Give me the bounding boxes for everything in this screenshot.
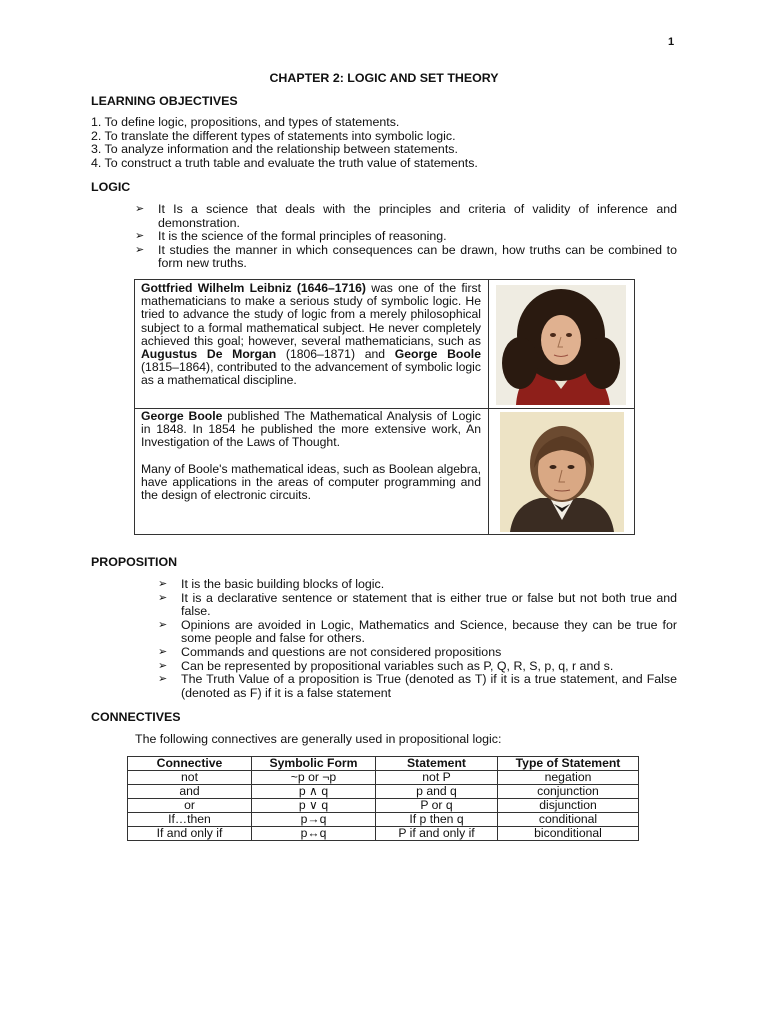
table-header-row: [128, 757, 639, 771]
list-item: ➢ Opinions are avoided in Logic, Mathematics and Science, because they can be true for some people and false for others.: [158, 617, 677, 646]
table-cell: conjunction: [498, 785, 639, 799]
table-cell: conditional: [498, 813, 639, 827]
table-cell: P or q: [376, 799, 498, 813]
list-item: ➢ Can be represented by propositional variables such as P, Q, R, S, p, q, r and s.: [158, 658, 614, 673]
list-item: ➢ It is the science of the formal principles of reasoning.: [135, 229, 447, 244]
page-number: 1: [668, 36, 675, 48]
proposition-heading: PROPOSITION: [91, 555, 178, 569]
table-row: [128, 785, 639, 799]
proposition-bullet-list: [158, 578, 677, 700]
objective-item: 2. To translate the different types of statements into symbolic logic.: [91, 128, 456, 143]
arrow-bullet-icon: ➢: [158, 673, 168, 686]
arrow-bullet-icon: ➢: [135, 243, 145, 256]
table-cell: or: [128, 799, 252, 813]
table-cell: negation: [498, 771, 639, 785]
table-row: [128, 799, 639, 813]
column-header: Symbolic Form: [252, 757, 376, 771]
arrow-bullet-icon: ➢: [158, 578, 168, 590]
arrow-bullet-icon: ➢: [158, 591, 168, 604]
chapter-title: CHAPTER 2: LOGIC AND SET THEORY: [269, 71, 499, 85]
arrow-bullet-icon: ➢: [158, 618, 168, 631]
boole-name-inline: George Boole: [394, 347, 481, 362]
table-row: [128, 813, 639, 827]
leibniz-row: [135, 280, 634, 409]
table-cell: p and q: [376, 785, 498, 799]
table-cell: not P: [376, 771, 498, 785]
logic-bullet-list: [135, 203, 677, 271]
objective-item: 4. To construct a truth table and evaluate the truth value of statements.: [91, 155, 478, 170]
connectives-table: [127, 756, 639, 841]
boole-portrait-image: [500, 412, 624, 532]
table-cell: If p then q: [376, 813, 498, 827]
table-cell: ~p or ¬p: [252, 771, 376, 785]
list-item: ➢ It Is a science that deals with the principles and criteria of validity of inference and demonstration.: [135, 202, 677, 230]
leibniz-portrait-image: [496, 285, 626, 405]
biography-table: [134, 279, 635, 535]
list-item: ➢ It studies the manner in which consequences can be drawn, how truths can be combined to form new truths.: [135, 242, 677, 271]
list-item: ➢ It is a declarative sentence or statement that is either true or false but not both true and false.: [158, 590, 677, 619]
table-cell: p ∨ q: [252, 799, 376, 813]
column-header: Statement: [376, 757, 498, 771]
boole-row: [135, 408, 634, 534]
boole-bio-text: George Boole published The Mathematical Analysis of Logic in 1848. In 1854 he published the more extensive work, An Investigation of the Laws of Thought. Many of Boole's mathematical ideas, such as Boolean algebra, have applications in the areas of computer programming and the design of electronic circuits.: [141, 409, 481, 503]
list-item: ➢ Commands and questions are not considered propositions: [158, 644, 502, 659]
logic-heading: LOGIC: [91, 180, 131, 194]
leibniz-bio-text: Gottfried Wilhelm Leibniz (1646–1716) was one of the first mathematicians to make a serious study of symbolic logic. He tried to advance the study of logic from a merely philosophical subject to a formal mathematical subject. He never completely achieved this goal; however, several mathematicians, such as Augustus De Morgan (1806–1871) and George Boole (1815–1864), contributed to the advancement of symbolic logic as a mathematical discipline.: [141, 281, 481, 388]
boole-legacy-text: Many of Boole's mathematical ideas, such as Boolean algebra, have applications in the areas of computer programming and the design of electronic circuits.: [141, 461, 481, 503]
table-cell: disjunction: [498, 799, 639, 813]
arrow-bullet-icon: ➢: [135, 203, 145, 215]
table-cell: P if and only if: [376, 827, 498, 841]
table-cell: and: [128, 785, 252, 799]
connectives-heading: CONNECTIVES: [91, 710, 181, 724]
objectives-list: [91, 116, 691, 170]
table-cell: biconditional: [498, 827, 639, 841]
column-header: Type of Statement: [498, 757, 639, 771]
table-cell: If and only if: [128, 827, 252, 841]
de-morgan-name: Augustus De Morgan: [141, 347, 277, 362]
objective-item: 3. To analyze information and the relationship between statements.: [91, 142, 458, 157]
table-row: [128, 827, 639, 841]
objective-item: 1. To define logic, propositions, and types of statements.: [91, 115, 400, 129]
leibniz-name: Gottfried Wilhelm Leibniz (1646–1716): [141, 281, 366, 295]
column-header: Connective: [128, 757, 252, 771]
list-item: ➢ It is the basic building blocks of logic.: [158, 577, 385, 591]
table-cell: p↔q: [252, 827, 376, 841]
connectives-intro: The following connectives are generally used in propositional logic:: [135, 732, 502, 746]
arrow-bullet-icon: ➢: [158, 645, 168, 658]
table-cell: If…then: [128, 813, 252, 827]
table-cell: not: [128, 771, 252, 785]
table-row: [128, 771, 639, 785]
list-item: ➢ The Truth Value of a proposition is True (denoted as T) if it is a true statement, and False (denoted as F) if it is a false statement: [158, 672, 677, 700]
boole-name: George Boole: [141, 409, 223, 423]
arrow-bullet-icon: ➢: [135, 230, 145, 243]
arrow-bullet-icon: ➢: [158, 659, 168, 672]
table-cell: p→q: [252, 813, 376, 827]
table-cell: p ∧ q: [252, 785, 376, 799]
learning-objectives-heading: LEARNING OBJECTIVES: [91, 94, 238, 108]
